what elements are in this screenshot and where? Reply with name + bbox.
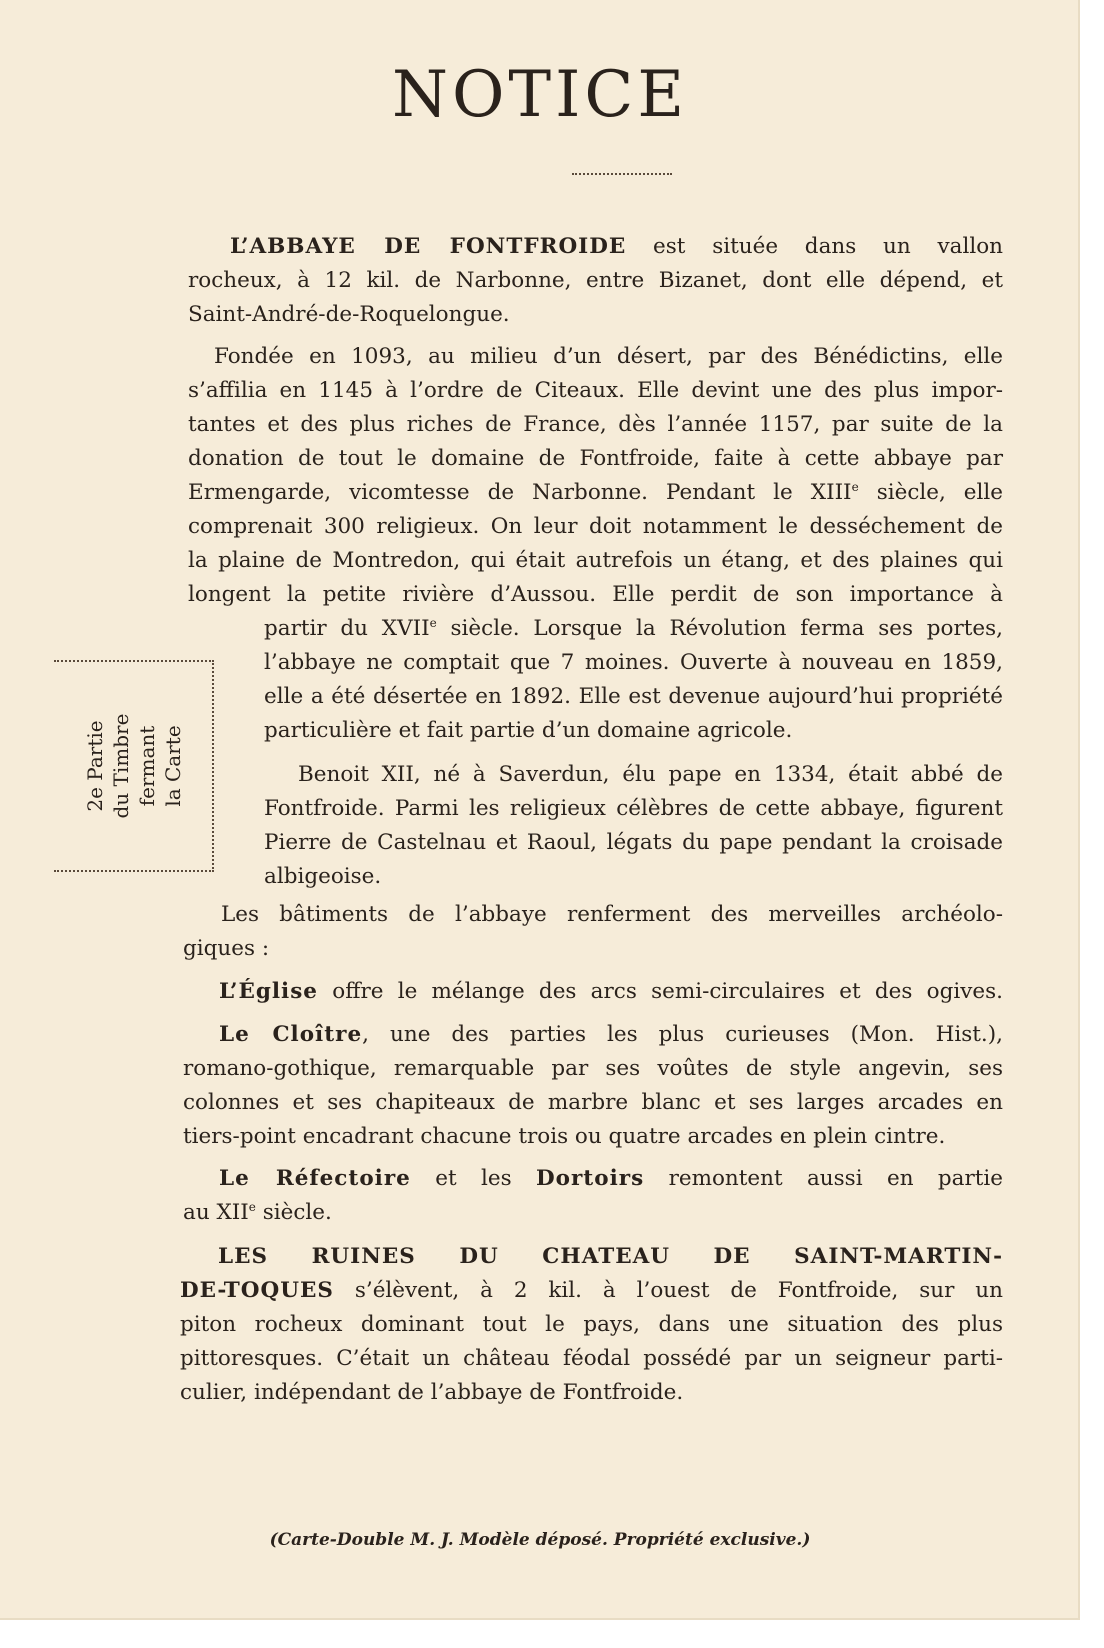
superscript: e xyxy=(429,615,437,630)
text-span: remontent aussi en partie xyxy=(668,1166,1004,1191)
stamp-line: fermant xyxy=(135,725,159,807)
dortoirs-heading: Dortoirs xyxy=(536,1166,645,1191)
text-line xyxy=(183,1018,1003,1052)
text-line xyxy=(188,230,1003,264)
text-span: partir du XVII xyxy=(264,616,430,641)
stamp-border-right xyxy=(212,660,214,872)
text-line: culier, indépendant de l’abbaye de Fontfroide. xyxy=(180,1380,684,1405)
stamp-border-top xyxy=(54,660,214,662)
paragraph-cloitre xyxy=(183,1018,1003,1154)
text-line: tiers-point encadrant chacune trois ou quatre arcades en plein cintre. xyxy=(183,1124,946,1149)
text-line: Fondée en 1093, au milieu d’un désert, par des Bénédictins, elle xyxy=(214,344,1003,369)
eglise-heading: L’Église xyxy=(219,979,318,1004)
text-line: Pierre de Castelnau et Raoul, légats du pape pendant la croisade xyxy=(264,830,1003,855)
stamp-line: 2e Partie xyxy=(83,720,107,812)
text-line: la plaine de Montredon, qui était autrefois un étang, et des plaines qui xyxy=(188,548,1003,573)
text-line: colonnes et ses chapiteaux de marbre blanc et ses larges arcades en xyxy=(183,1090,1003,1115)
paragraph-buildings xyxy=(183,898,1003,966)
text-line: tantes et des plus riches de France, dès l’année 1157, par suite de la xyxy=(188,412,1003,437)
stamp-line: la Carte xyxy=(161,725,185,807)
superscript: e xyxy=(851,479,859,494)
text-line xyxy=(188,476,1003,510)
text-span: offre le mélange des arcs semi-circulaires et des ogives. xyxy=(332,979,1003,1004)
paragraph-history-cont xyxy=(264,612,1003,748)
text-span: s’élèvent, à 2 kil. à l’ouest de Fontfroide, sur un xyxy=(354,1278,1003,1303)
text-line: comprenait 300 religieux. On leur doit notamment le desséchement de xyxy=(188,514,1003,539)
text-line: albigeoise. xyxy=(264,864,382,889)
stamp-area xyxy=(54,660,214,872)
text-span: siècle. Lorsque la Révolution ferma ses portes, xyxy=(450,616,1003,641)
text-span: siècle, elle xyxy=(876,480,1003,505)
text-line: giques : xyxy=(183,936,270,961)
publisher-footer: (Carte-Double M. J. Modèle déposé. Propriété exclusive.) xyxy=(269,1530,811,1550)
paragraph-history xyxy=(188,340,1003,612)
paragraph-eglise xyxy=(183,975,1003,1009)
text-line xyxy=(183,1162,1003,1196)
text-line: pittoresques. C’était un château féodal possédé par un seigneur parti- xyxy=(180,1346,1003,1371)
text-span: siècle. xyxy=(262,1200,332,1225)
text-line xyxy=(183,1196,1003,1230)
title-divider xyxy=(572,173,672,175)
text-line: rocheux, à 12 kil. de Narbonne, entre Bizanet, dont elle dépend, et xyxy=(188,268,1003,293)
paragraph-benoit xyxy=(264,758,1003,894)
text-span: Ermengarde, vicomtesse de Narbonne. Pendant le XIII xyxy=(188,480,852,505)
chateau-heading-cont: DE-TOQUES xyxy=(180,1278,334,1303)
text-line: Saint-André-de-Roquelongue. xyxy=(188,302,510,327)
text-line: Benoit XII, né à Saverdun, élu pape en 1334, était abbé de xyxy=(298,762,1003,787)
text-line: Les bâtiments de l’abbaye renferment des merveilles archéolo- xyxy=(221,902,1003,927)
chateau-heading: LES RUINES DU CHATEAU DE SAINT-MARTIN- xyxy=(218,1244,1003,1269)
text-line: l’abbaye ne comptait que 7 moines. Ouverte à nouveau en 1859, xyxy=(264,650,1003,675)
text-line: donation de tout le domaine de Fontfroide, faite à cette abbaye par xyxy=(188,446,1003,471)
text-span: est située dans un vallon xyxy=(653,234,1003,259)
stamp-border-bottom xyxy=(54,870,214,872)
text-line: s’affilia en 1145 à l’ordre de Citeaux. Elle devint une des plus impor- xyxy=(188,378,1003,403)
page-title: NOTICE xyxy=(391,58,689,132)
stamp-label xyxy=(82,671,186,861)
text-span: , une des parties les plus curieuses (Mon. Hist.), xyxy=(362,1022,1003,1047)
text-line xyxy=(183,975,1003,1009)
refectoire-heading: Le Réfectoire xyxy=(219,1166,411,1191)
stamp-line: du Timbre xyxy=(109,713,133,819)
paragraph-refectoire xyxy=(183,1162,1003,1230)
text-line: Fontfroide. Parmi les religieux célèbres de cette abbaye, figurent xyxy=(264,796,1003,821)
text-line: piton rocheux dominant tout le pays, dans une situation des plus xyxy=(180,1312,1003,1337)
text-line: elle a été désertée en 1892. Elle est devenue aujourd’hui propriété xyxy=(264,684,1003,709)
text-line: particulière et fait partie d’un domaine agricole. xyxy=(264,718,793,743)
text-line xyxy=(180,1274,1003,1308)
text-span: et les xyxy=(435,1166,512,1191)
text-line: longent la petite rivière d’Aussou. Elle perdit de son importance à xyxy=(188,582,1003,607)
text-span: au XII xyxy=(183,1200,249,1225)
text-line: romano-gothique, remarquable par ses voûtes de style angevin, ses xyxy=(183,1056,1003,1081)
cloitre-heading: Le Cloître xyxy=(219,1022,363,1047)
paragraph-intro xyxy=(188,230,1003,332)
paragraph-chateau xyxy=(180,1240,1003,1410)
superscript: e xyxy=(248,1199,256,1214)
abbey-heading: L’ABBAYE DE FONTFROIDE xyxy=(230,234,627,259)
text-line xyxy=(264,612,1003,646)
